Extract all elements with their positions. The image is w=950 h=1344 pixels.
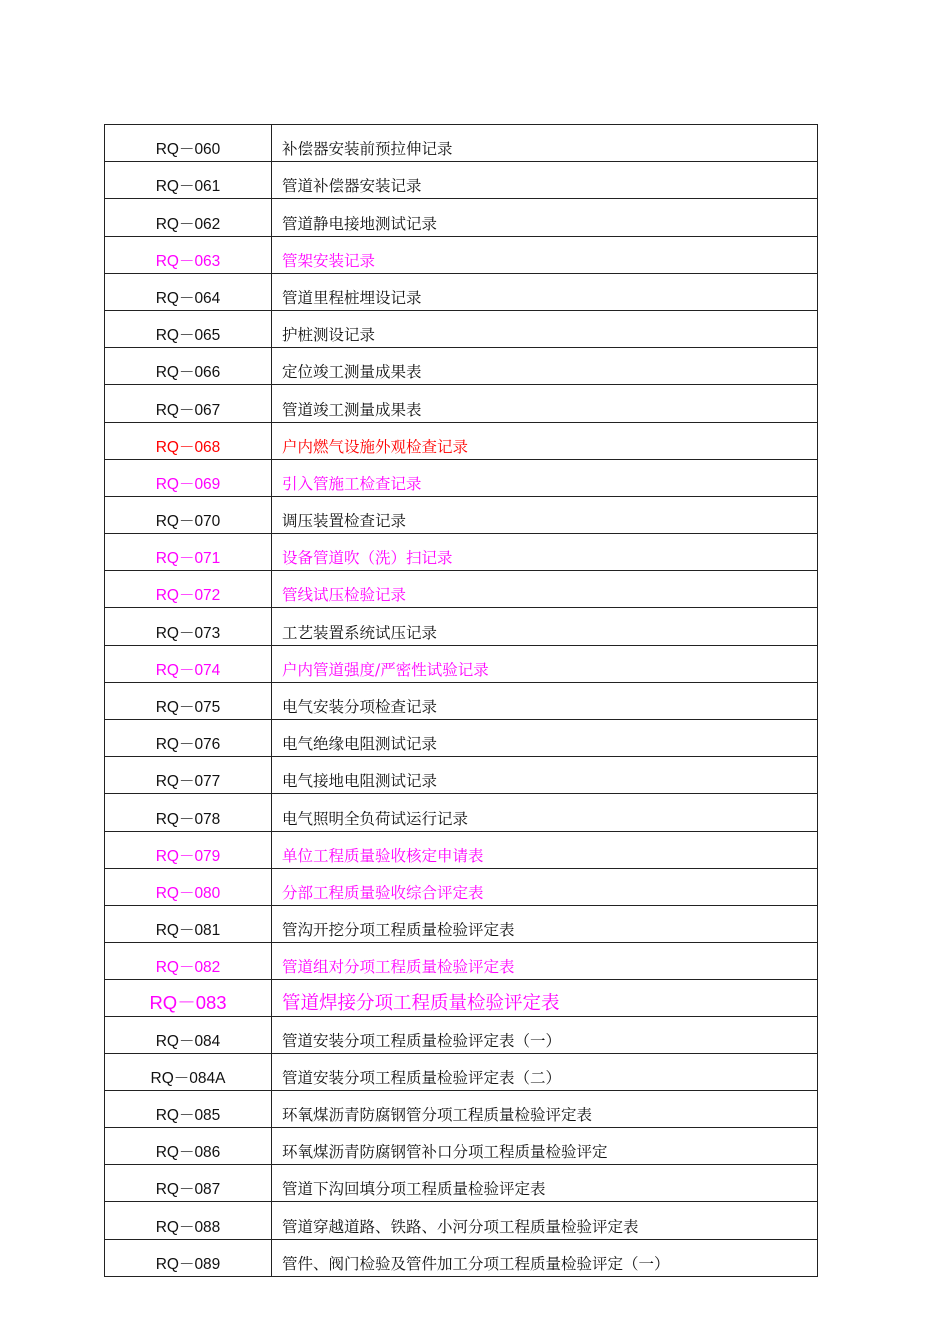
table-row <box>105 720 818 757</box>
record-name-cell: 户内燃气设施外观检查记录 <box>272 422 818 459</box>
record-code-cell: RQ－069 <box>105 459 272 496</box>
record-name-cell: 工艺装置系统试压记录 <box>272 608 818 645</box>
table-row <box>105 1239 818 1276</box>
table-row <box>105 905 818 942</box>
table-row <box>105 794 818 831</box>
record-name-cell: 环氧煤沥青防腐钢管分项工程质量检验评定表 <box>272 1090 818 1127</box>
record-code-cell: RQ－061 <box>105 162 272 199</box>
record-name-cell: 设备管道吹（洗）扫记录 <box>272 534 818 571</box>
table-row <box>105 608 818 645</box>
record-code-cell: RQ－064 <box>105 273 272 310</box>
record-name-cell: 管道下沟回填分项工程质量检验评定表 <box>272 1165 818 1202</box>
record-code-cell: RQ－072 <box>105 571 272 608</box>
table-row <box>105 757 818 794</box>
record-code-cell: RQ－067 <box>105 385 272 422</box>
table-row <box>105 496 818 533</box>
table-row <box>105 831 818 868</box>
table-row <box>105 236 818 273</box>
record-code-cell: RQ－071 <box>105 534 272 571</box>
table-row <box>105 1128 818 1165</box>
table-row <box>105 1016 818 1053</box>
record-code-cell: RQ－089 <box>105 1239 272 1276</box>
records-table <box>104 124 818 1277</box>
table-row <box>105 1090 818 1127</box>
table-row <box>105 1165 818 1202</box>
table-row <box>105 1202 818 1239</box>
table-row <box>105 199 818 236</box>
record-name-cell: 电气绝缘电阻测试记录 <box>272 720 818 757</box>
record-name-cell: 补偿器安装前预拉伸记录 <box>272 125 818 162</box>
record-code-cell: RQ－079 <box>105 831 272 868</box>
record-name-cell: 管道组对分项工程质量检验评定表 <box>272 943 818 980</box>
record-name-cell: 管件、阀门检验及管件加工分项工程质量检验评定（一） <box>272 1239 818 1276</box>
record-name-cell: 调压装置检查记录 <box>272 496 818 533</box>
record-name-cell: 单位工程质量验收核定申请表 <box>272 831 818 868</box>
record-code-cell: RQ－075 <box>105 682 272 719</box>
record-code-cell: RQ－074 <box>105 645 272 682</box>
record-code-cell: RQ－081 <box>105 905 272 942</box>
record-code-cell: RQ－083 <box>105 980 272 1016</box>
record-code-cell: RQ－087 <box>105 1165 272 1202</box>
record-name-cell: 电气安装分项检查记录 <box>272 682 818 719</box>
record-code-cell: RQ－078 <box>105 794 272 831</box>
table-row <box>105 273 818 310</box>
record-code-cell: RQ－073 <box>105 608 272 645</box>
table-row <box>105 125 818 162</box>
record-name-cell: 管道安装分项工程质量检验评定表（一） <box>272 1016 818 1053</box>
record-code-cell: RQ－068 <box>105 422 272 459</box>
record-code-cell: RQ－062 <box>105 199 272 236</box>
table-row <box>105 385 818 422</box>
table-row <box>105 943 818 980</box>
record-name-cell: 定位竣工测量成果表 <box>272 348 818 385</box>
table-row <box>105 1053 818 1090</box>
table-row <box>105 980 818 1016</box>
table-row <box>105 645 818 682</box>
record-name-cell: 管道穿越道路、铁路、小河分项工程质量检验评定表 <box>272 1202 818 1239</box>
table-row <box>105 571 818 608</box>
record-name-cell: 环氧煤沥青防腐钢管补口分项工程质量检验评定 <box>272 1128 818 1165</box>
record-code-cell: RQ－080 <box>105 868 272 905</box>
record-name-cell: 管道里程桩埋设记录 <box>272 273 818 310</box>
record-name-cell: 护桩测设记录 <box>272 310 818 347</box>
record-name-cell: 管道竣工测量成果表 <box>272 385 818 422</box>
record-name-cell: 电气照明全负荷试运行记录 <box>272 794 818 831</box>
table-row <box>105 459 818 496</box>
table-row <box>105 162 818 199</box>
record-code-cell: RQ－084A <box>105 1053 272 1090</box>
record-code-cell: RQ－077 <box>105 757 272 794</box>
record-name-cell: 管线试压检验记录 <box>272 571 818 608</box>
record-name-cell: 管沟开挖分项工程质量检验评定表 <box>272 905 818 942</box>
record-name-cell: 管道焊接分项工程质量检验评定表 <box>272 980 818 1016</box>
record-code-cell: RQ－065 <box>105 310 272 347</box>
record-name-cell: 管架安装记录 <box>272 236 818 273</box>
table-row <box>105 534 818 571</box>
record-code-cell: RQ－084 <box>105 1016 272 1053</box>
record-name-cell: 分部工程质量验收综合评定表 <box>272 868 818 905</box>
record-code-cell: RQ－076 <box>105 720 272 757</box>
record-code-cell: RQ－070 <box>105 496 272 533</box>
record-code-cell: RQ－063 <box>105 236 272 273</box>
record-name-cell: 管道静电接地测试记录 <box>272 199 818 236</box>
table-row <box>105 348 818 385</box>
record-name-cell: 引入管施工检查记录 <box>272 459 818 496</box>
record-name-cell: 电气接地电阻测试记录 <box>272 757 818 794</box>
record-code-cell: RQ－086 <box>105 1128 272 1165</box>
records-table-body <box>105 125 818 1277</box>
record-code-cell: RQ－060 <box>105 125 272 162</box>
record-code-cell: RQ－082 <box>105 943 272 980</box>
record-name-cell: 户内管道强度/严密性试验记录 <box>272 645 818 682</box>
record-code-cell: RQ－066 <box>105 348 272 385</box>
record-code-cell: RQ－085 <box>105 1090 272 1127</box>
table-row <box>105 310 818 347</box>
record-code-cell: RQ－088 <box>105 1202 272 1239</box>
record-name-cell: 管道补偿器安装记录 <box>272 162 818 199</box>
table-row <box>105 682 818 719</box>
table-row <box>105 422 818 459</box>
table-row <box>105 868 818 905</box>
record-name-cell: 管道安装分项工程质量检验评定表（二） <box>272 1053 818 1090</box>
